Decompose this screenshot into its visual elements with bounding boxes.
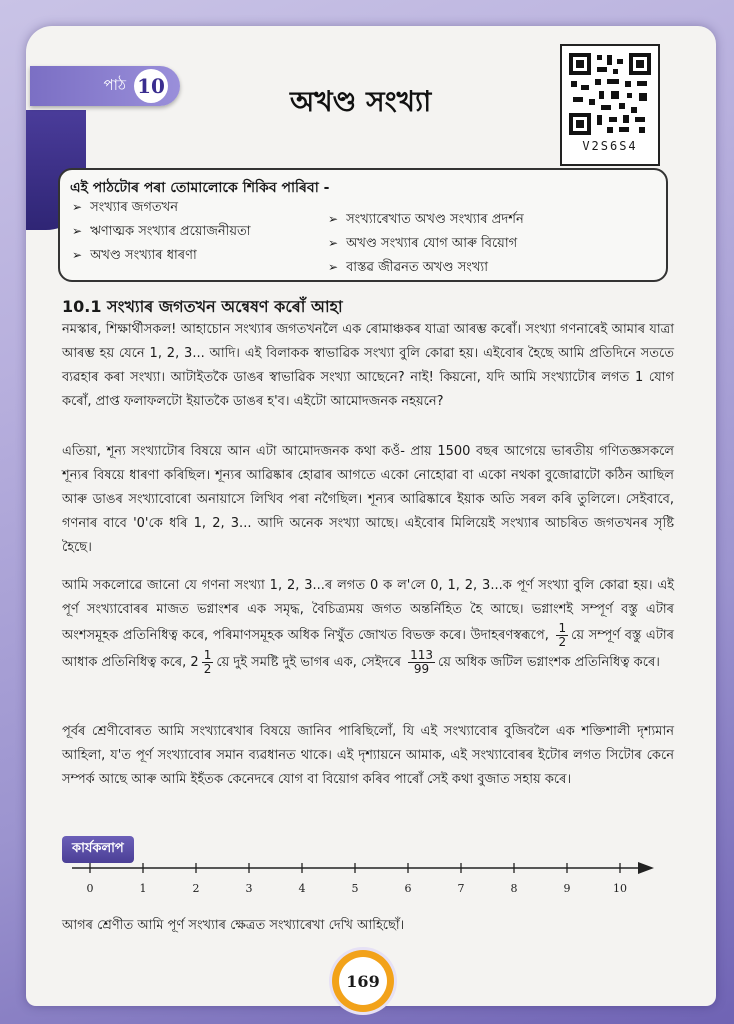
objective-item: ➢ সংখ্যাৰেখাত অখণ্ড সংখ্যাৰ প্ৰদৰ্শন	[328, 210, 524, 231]
paragraph-2: এতিয়া, শূন্য সংখ্যাটোৰ বিষয়ে আন এটা আমোদজনক কথা কওঁ- প্ৰায় 1500 বছৰ আগেয়ে ভাৰতীয় গণিতজ্ঞসকলে শূন্যৰ বিষয়ে ধাৰণা কৰিছিল। শূন্যৰ আৱিষ্কাৰ হোৱাৰ আগতে একো নোহোৱা বা একো নথকা বুজোৱাটো কঠিন আছিল আৰু ডাঙৰ সংখ্যাবোৰো অনায়াসে লিখিব পৰা নগৈছিল। শূন্যৰ আৱিষ্কাৰে ইয়াক অতি সৰল কৰি তুলিলে। সেইবাবে, গণনাৰ বাবে '0'কে ধৰি 1, 2, 3... আদি অনেক সংখ্যা আছে। এইবোৰ মিলিয়েই সংখ্যাৰ আচৰিত জগতখনৰ সৃষ্টি হৈছে।	[62, 444, 674, 555]
number-line-tick-label: 9	[563, 882, 571, 895]
paragraph-3	[62, 574, 674, 676]
number-line-tick-label: 5	[351, 882, 359, 895]
number-line-tick-label: 8	[510, 882, 518, 895]
activity-label: কাৰ্যকলাপ	[62, 836, 134, 863]
paragraph-1: নমস্কাৰ, শিক্ষাৰ্থীসকল! আহাচোন সংখ্যাৰ জগতখনলৈ এক ৰোমাঞ্চকৰ যাত্ৰা আৰম্ভ কৰোঁ। সংখ্যা গণনাৰেই আমাৰ যাত্ৰা আৰম্ভ হয় যেনে 1, 2, 3... আদি। এই বিলাকক স্বাভাৱিক সংখ্যা বুলি কোৱা হয়। এইবোৰ হৈছে আমি প্ৰতিদিনে সততে ব্যৱহাৰ কৰা সংখ্যা। আটাইতকৈ ডাঙৰ স্বাভাৱিক সংখ্যা আছেনে? নাই! কিয়নো, যদি আমি সংখ্যাটোৰ লগত 1 যোগ কৰোঁ, প্ৰাপ্ত ফলাফলটো ইয়াতকৈ ডাঙৰ হ'ব। এইটো আমোদজনক নহয়নে?	[62, 322, 674, 409]
section-title: 10.1 সংখ্যাৰ জগতখন অন্বেষণ কৰোঁ আহা	[62, 297, 343, 316]
paragraph-4: পূৰ্বৰ শ্ৰেণীবোৰত আমি সংখ্যাৰেখাৰ বিষয়ে জানিব পাৰিছিলোঁ, যি এই সংখ্যাবোৰ বুজিবলৈ এক শক্তিশালী দৃশ্যমান আহিলা, য'ত পূৰ্ণ সংখ্যাবোৰ সমান ব্যৱধানত থাকে। এই দৃশ্যায়নে আমাক, এই সংখ্যাবোৰৰ ইটোৰ লগত সিটোৰ কেনে সম্পৰ্ক আছে আৰু আমি ইহঁতক কেনেদৰে যোগ বা বিয়োগ কৰিব পাৰোঁ সেই কথা বুজাত সহায় কৰে।	[62, 724, 674, 787]
lesson-word: পাঠ	[103, 75, 126, 94]
lesson-number: 10	[134, 69, 168, 103]
number-line-tick-label: 2	[192, 882, 200, 895]
number-line-tick-label: 4	[298, 882, 306, 895]
number-line-group	[72, 862, 654, 895]
objective-item: ➢ ঋণাত্মক সংখ্যাৰ প্ৰয়োজনীয়তা	[72, 222, 251, 243]
objective-item: ➢ বাস্তৱ জীৱনত অখণ্ড সংখ্যা	[328, 258, 488, 279]
paragraph-3-text: আমি সকলোৱে জানো যে গণনা সংখ্যা 1, 2, 3...ৰ লগত 0 ক ল'লে 0, 1, 2, 3...ক পূৰ্ণ সংখ্যা বুলি কোৱা হয়। এই পূৰ্ণ সংখ্যাবোৰৰ মাজত ভগ্নাংশৰ এক সমৃদ্ধ, বৈচিত্ৰ্যময় জগত অন্তৰ্নিহিত হৈ আছে। ভগ্নাংশই সম্পূৰ্ণ বস্তু এটাৰ অংশসমূহক প্ৰতিনিধিত্ব কৰে, পৰিমাণসমূহক অধিক নিখুঁত জোখত বিভক্ত কৰে। উদাহৰণস্বৰূপে,	[62, 578, 674, 643]
page-number-badge	[332, 950, 394, 1012]
fraction-mixed-half: $\frac{1}{2}$	[203, 648, 212, 676]
number-line-tick-label: 1	[139, 882, 147, 895]
fraction-half: $\frac{1}{2}$	[558, 621, 567, 649]
number-line-tick-label: 10	[613, 882, 627, 895]
footer-text: আগৰ শ্ৰেণীত আমি পূৰ্ণ সংখ্যাৰ ক্ষেত্ৰত সংখ্যাৰেখা দেখি আহিছোঁ।	[62, 918, 405, 933]
arrow-right-icon	[638, 862, 654, 874]
page-number: 169	[339, 957, 387, 1005]
fraction-113-99: $\frac{113}{99}$	[410, 648, 434, 676]
objective-item: ➢ অখণ্ড সংখ্যাৰ যোগ আৰু বিয়োগ	[328, 234, 517, 255]
lesson-badge	[30, 66, 180, 106]
number-line-tick-label: 3	[245, 882, 253, 895]
number-line-tick-label: 7	[457, 882, 465, 895]
chapter-title: অখণ্ড সংখ্যা	[290, 85, 432, 118]
objectives-heading: এই পাঠটোৰ পৰা তোমালোকে শিকিব পাৰিবা -	[70, 180, 330, 196]
qr-code-icon	[567, 51, 653, 137]
fraction-text-c: য়ে অধিক জটিল ভগ্নাংশক প্ৰতিনিধিত্ব কৰে।	[438, 655, 660, 670]
fraction-text-b: য়ে দুই সমষ্টি দুই ভাগৰ এক, সেইদৰে	[216, 655, 401, 670]
objective-item: ➢ অখণ্ড সংখ্যাৰ ধাৰণা	[72, 246, 197, 267]
mixed-whole: 2	[190, 655, 199, 670]
number-line-tick-label: 0	[86, 882, 94, 895]
number-line	[72, 852, 662, 902]
fraction-text-a: য়ে সম্পূৰ্ণ বস্তু এটাৰ আধাক প্ৰতিনিধিত্ব কৰে,	[62, 628, 674, 670]
qr-code-label: V2S6S4	[582, 139, 638, 153]
learning-objectives-box	[58, 168, 668, 282]
number-line-tick-label: 6	[404, 882, 412, 895]
qr-code-box[interactable]	[560, 44, 660, 166]
objective-item: ➢ সংখ্যাৰ জগতখন	[72, 198, 178, 219]
